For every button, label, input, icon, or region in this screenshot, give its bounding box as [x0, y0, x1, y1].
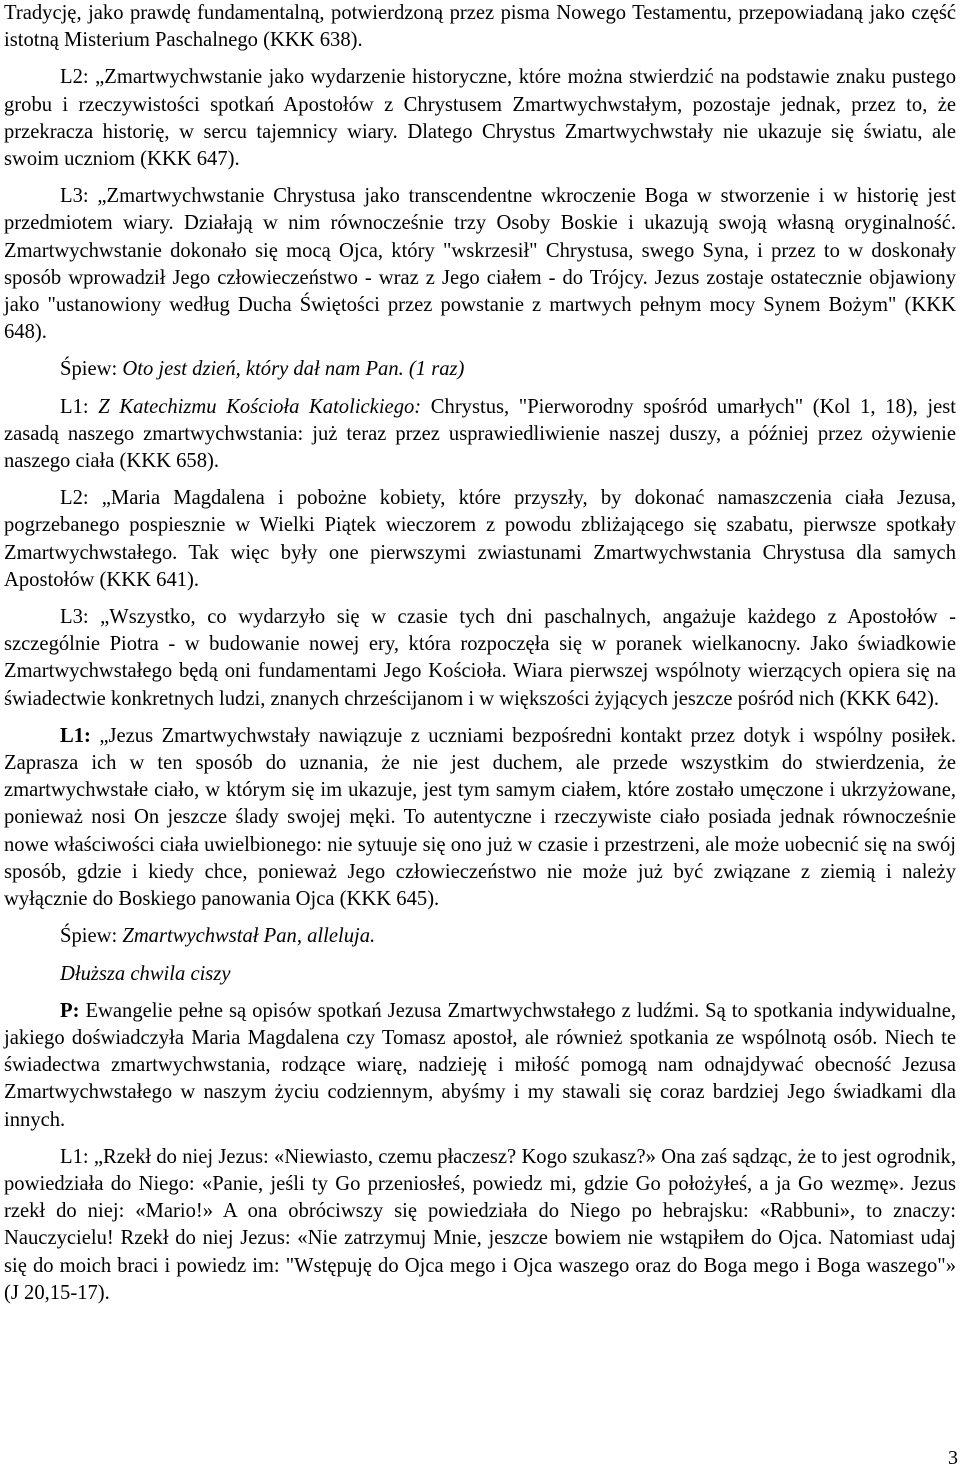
reader-label: L2	[60, 66, 83, 89]
paragraph-text: „Maria Magdalena i pobożne kobiety, które przyszły, by dokonać namaszczenia ciała Jezusa, pogrzebanego pospiesznie w Wielki Piątek wieczorem z powodu zbliżającego się szabatu, pierwsze spotkały Zmartwychwstałego. Tak więc były one pierwszymi zwiastunami Zmartwychwstania Chrystusa dla samych Apostołów (KKK 641).	[4, 487, 956, 591]
source-reference: Z Katechizmu Kościoła Katolickiego:	[98, 395, 422, 418]
reader-label: L1	[60, 395, 83, 418]
song-line-2	[4, 923, 956, 950]
reader-label: L2	[60, 487, 83, 510]
silence-instruction	[4, 961, 956, 988]
paragraph-text: Chrystus, "Pierworodny spośród umarłych" (Kol 1, 18), jest zasadą naszego zmartwychwstania: już teraz przez usprawiedliwienie naszej duszy, a później przez ożywienie naszego ciała (KKK 658).	[4, 395, 957, 473]
paragraph-l3-apostles: L3: „Wszystko, co wydarzyło się w czasie tych dni paschalnych, angażuje każdego z Apostołów - szczególnie Piotra - w budowanie nowej ery, która rozpoczęła się w poranek wielkanocny. Jako świadkowie Zmartwychwstałego będą oni fundamentami Jego Kościoła. Wiara pierwszej wspólnoty wierzących opiera się na świadectwie konkretnych ludzi, znanych chrześcijanom i w większości żyjących jeszcze pośród nich (KKK 642).	[4, 606, 957, 710]
reader-label: L1	[60, 1145, 83, 1168]
paragraph-l1-catechism: L1: Z Katechizmu Kościoła Katolickiego: Chrystus, "Pierworodny spośród umarłych" (Kol 1, 18), jest zasadą naszego zmartwychwstania: już teraz przez usprawiedliwienie naszej duszy, a później przez ożywienie naszego ciała (KKK 658).	[4, 395, 957, 473]
paragraph-l2-mary-magdalene: L2: „Maria Magdalena i pobożne kobiety, które przyszły, by dokonać namaszczenia ciała Jezusa, pogrzebanego pospiesznie w Wielki Piątek wieczorem z powodu zbliżającego się szabatu, pierwsze spotkały Zmartwychwstałego. Tak więc były one pierwszymi zwiastunami Zmartwychwstania Chrystusa dla samych Apostołów (KKK 641).	[4, 487, 956, 591]
document-page	[4, 0, 956, 1307]
song-repeat: (1 raz)	[403, 358, 465, 381]
reader-label: L3	[60, 606, 83, 629]
reader-label: L1:	[60, 724, 91, 747]
reader-label: L3	[60, 185, 83, 208]
paragraph-l3-transcendent: L3: „Zmartwychwstanie Chrystusa jako transcendentne wkroczenie Boga w stworzenie i w historię jest przedmiotem wiary. Działają w nim równocześnie trzy Osoby Boskie i ukazują swoją własną oryginalność. Zmartwychwstanie dokonało się mocą Ojca, który "wskrzesił" Chrystusa, swego Syna, i przez to w doskonały sposób wprowadził Jego człowieczeństwo - wraz z Jego ciałem - do Trójcy. Jezus zostaje ostatecznie objawiony jako "ustanowiony według Ducha Świętości przez powstanie z martwych pełnym mocy Synem Bożym" (KKK 648).	[4, 185, 956, 344]
song-title: Oto jest dzień, który dał nam Pan.	[122, 358, 404, 381]
song-lead: Śpiew:	[60, 358, 123, 381]
paragraph-text: Ewangelie pełne są opisów spotkań Jezusa Zmartwychwstałego z ludźmi. Są to spotkania indywidualne, jakiego doświadczyła Maria Magdalena czy Tomasz apostoł, ale również spotkania ze wspólnotą osób. Niech te świadectwa zmartwychwstania, rodzące wiarę, nadzieję i miłość pomogą nam odnajdywać obecność Jezusa Zmartwychwstałego w naszym życiu codziennym, abyśmy i my stawali się coraz bardziej Jego świadkami dla innych.	[4, 999, 956, 1131]
paragraph-text: „Rzekł do niej Jezus: «Niewiasto, czemu płaczesz? Kogo szukasz?» Ona zaś sądząc, że to jest ogrodnik, powiedziała do Niego: «Panie, jeśli ty Go przeniosłeś, powiedz mi, gdzie Go położyłeś, a ja Go wezmę». Jezus rzekł do niej: «Mario!» A ona obróciwszy się powiedziała do Niego po hebrajsku: «Rabbuni», to znaczy: Nauczycielu! Rzekł do niej Jezus: «Nie zatrzymuj Mnie, jeszcze bowiem nie wstąpiłem do Ojca. Natomiast udaj się do moich braci i powiedz im: "Wstępuję do Ojca mego i Ojca waszego oraz do Boga mego i Boga waszego"» (J 20,15-17).	[4, 1145, 956, 1304]
rubric-text: Dłuższa chwila ciszy	[60, 962, 231, 985]
paragraph-intro	[4, 0, 956, 54]
song-line-1	[4, 356, 956, 383]
paragraph-p-gospels	[4, 998, 956, 1134]
paragraph-l1-risen-jesus	[4, 723, 956, 913]
paragraph-text: „Zmartwychwstanie Chrystusa jako transcendentne wkroczenie Boga w stworzenie i w historię jest przedmiotem wiary. Działają w nim równocześnie trzy Osoby Boskie i ukazują swoją własną oryginalność. Zmartwychwstanie dokonało się mocą Ojca, który "wskrzesił" Chrystusa, swego Syna, i przez to w doskonały sposób wprowadził Jego człowieczeństwo - wraz z Jego ciałem - do Trójcy. Jezus zostaje ostatecznie objawiony jako "ustanowiony według Ducha Świętości przez powstanie z martwych pełnym mocy Synem Bożym" (KKK 648).	[4, 185, 956, 344]
paragraph-l2-resurrection-history: L2: „Zmartwychwstanie jako wydarzenie historyczne, które można stwierdzić na podstawie znaku pustego grobu i rzeczywistości spotkań Apostołów z Chrystusem Zmartwychwstałym, pozostaje jednak, przez to, że przekracza historię, w sercu tajemnicy wiary. Dlatego Chrystus Zmartwychwstały nie ukazuje się światu, ale swoim uczniom (KKK 647).	[4, 66, 956, 171]
paragraph-text: Tradycję, jako prawdę fundamentalną, potwierdzoną przez pisma Nowego Testamentu, przepowiadaną jako część istotną Misterium Paschalnego (KKK 638).	[4, 2, 956, 52]
paragraph-l1-gospel-john: L1: „Rzekł do niej Jezus: «Niewiasto, czemu płaczesz? Kogo szukasz?» Ona zaś sądząc, że to jest ogrodnik, powiedziała do Niego: «Panie, jeśli ty Go przeniosłeś, powiedz mi, gdzie Go położyłeś, a ja Go wezmę». Jezus rzekł do niej: «Mario!» A ona obróciwszy się powiedziała do Niego po hebrajsku: «Rabbuni», to znaczy: Nauczycielu! Rzekł do niej Jezus: «Nie zatrzymuj Mnie, jeszcze bowiem nie wstąpiłem do Ojca. Natomiast udaj się do moich braci i powiedz im: "Wstępuję do Ojca mego i Ojca waszego oraz do Boga mego i Boga waszego"» (J 20,15-17).	[4, 1145, 956, 1304]
song-lead: Śpiew:	[60, 925, 123, 948]
page-number: 3	[948, 1447, 958, 1469]
paragraph-text: „Jezus Zmartwychwstały nawiązuje z uczniami bezpośredni kontakt przez dotyk i wspólny posiłek. Zaprasza ich w ten sposób do uznania, że nie jest duchem, ale przede wszystkim do stwierdzenia, że zmartwychwstałe ciało, w którym się im ukazuje, jest tym samym ciałem, które zostało umęczone i ukrzyżowane, ponieważ nosi On jeszcze ślady swojej męki. To autentyczne i rzeczywiste ciało posiada jednak równocześnie nowe właściwości ciała uwielbionego: nie sytuuje się ono już w czasie i przestrzeni, ale może uobecnić się na swój sposób, gdzie i kiedy chce, ponieważ Jego człowieczeństwo nie może już być związane z ziemią i należy wyłącznie do Boskiego panowania Ojca (KKK 645).	[4, 724, 956, 911]
paragraph-text: „Wszystko, co wydarzyło się w czasie tych dni paschalnych, angażuje każdego z Apostołów - szczególnie Piotra - w budowanie nowej ery, która rozpoczęła się w poranek wielkanocny. Jako świadkowie Zmartwychwstałego będą oni fundamentami Jego Kościoła. Wiara pierwszej wspólnoty wierzących opiera się na świadectwie konkretnych ludzi, znanych chrześcijanom i w większości żyjących jeszcze pośród nich (KKK 642).	[4, 606, 957, 710]
paragraph-text: „Zmartwychwstanie jako wydarzenie historyczne, które można stwierdzić na podstawie znaku pustego grobu i rzeczywistości spotkań Apostołów z Chrystusem Zmartwychwstałym, pozostaje jednak, przez to, że przekracza historię, w sercu tajemnicy wiary. Dlatego Chrystus Zmartwychwstały nie ukazuje się światu, ale swoim uczniom (KKK 647).	[4, 66, 956, 171]
song-title: Zmartwychwstał Pan, alleluja.	[122, 925, 376, 948]
presider-label: P:	[60, 999, 80, 1022]
